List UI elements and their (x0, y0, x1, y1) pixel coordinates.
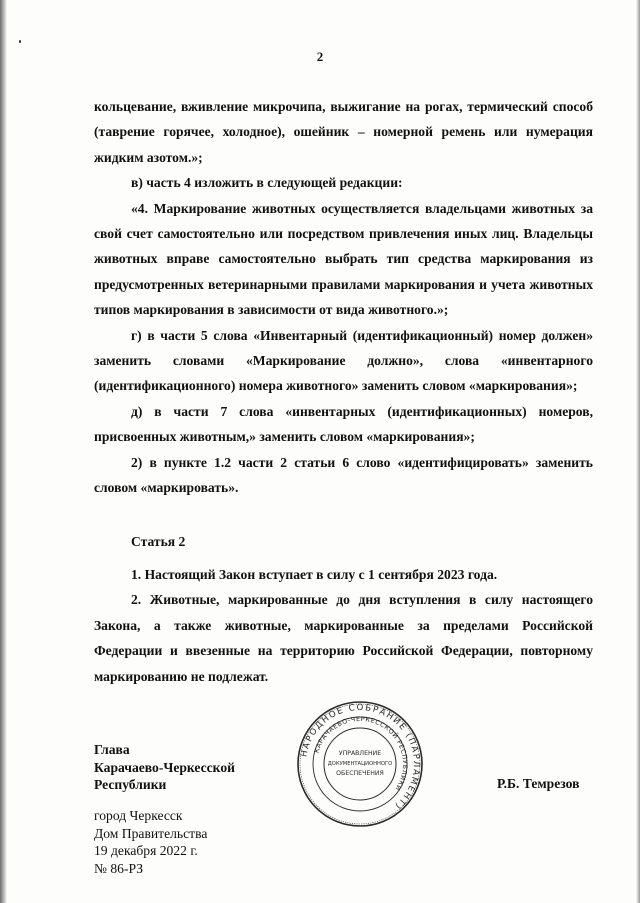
article-heading: Статья 2 (131, 533, 186, 549)
article-paragraph-2: 2. Животные, маркированные до дня вступления в силу настоящего Закона, а также животные, маркированные за пределами Российской Федерации и ввезенные на территорию Российской Федерации, повторному маркированию не подлежат. (94, 592, 593, 684)
stamp-outer-text: НАРОДНОЕ СОБРАНИЕ (ПАРЛАМЕНТ) (299, 702, 422, 812)
paragraph-quote-part-4: «4. Маркирование животных осуществляется владельцами животных за свой счет самостоятельно или посредством привлечения иных лиц. Владельцы животных вправе самостоятельно выбрать тип средства маркирования из предусмотренных ветеринарными правилами маркирования и учета животных типов маркирования в зависимости от вида животного.»; (94, 200, 593, 318)
stamp-center-line: ДОКУМЕНТАЦИОННОГО (327, 761, 393, 767)
scan-speck (19, 40, 21, 43)
paragraph-item-v: в) часть 4 изложить в следующей редакции: (131, 175, 403, 191)
signature-title-line: Карачаево-Черкесской (94, 759, 235, 775)
paragraph-item-2: 2) в пункте 1.2 части 2 статьи 6 слово «идентифицировать» заменить словом «маркировать». (94, 454, 593, 496)
document-date: 19 декабря 2022 г. (94, 843, 198, 858)
stamp-center-line: УПРАВЛЕНИЕ (338, 750, 382, 757)
stamp-center-line: ОБЕСПЕЧЕНИЯ (336, 770, 384, 777)
paragraph-item-d: д) в части 7 слова «инвентарных (идентификационных) номеров, присвоенных животным,» заменить словом «маркирования»; (94, 403, 593, 445)
paragraph-item-g: г) в части 5 слова «Инвентарный (идентификационный) номер должен» заменить словами «Маркирование должно», слова «инвентарного (идентификационного) номера животного» заменить словом «маркирования»; (94, 327, 593, 394)
scan-edge-left (0, 0, 7, 903)
document-number: № 86-РЗ (94, 860, 144, 876)
stamp-inner-text: КАРАЧАЕВО-ЧЕРКЕССКОЙ РЕСПУБЛИКИ (312, 714, 410, 793)
signature-title-line: Республики (94, 777, 167, 792)
document-body (94, 94, 593, 689)
paragraph-continuation: кольцевание, вживление микрочипа, выжигание на рогах, термический способ (таврение горячее, холодное), ошейник – номерной ремень или нумерация жидким азотом.»; (94, 99, 593, 165)
scan-edge-right (636, 0, 640, 903)
place-and-date (94, 807, 294, 877)
signatory-name: Р.Б. Темрезов (497, 776, 580, 791)
article-paragraph-1: 1. Настоящий Закон вступает в силу с 1 сентября 2023 года. (131, 566, 498, 582)
place-city: город Черкесск (94, 808, 183, 823)
official-seal-stamp (296, 700, 424, 828)
signature-title (94, 741, 294, 794)
page-number: 2 (316, 49, 324, 64)
place-building: Дом Правительства (94, 825, 208, 841)
signature-title-line: Глава (94, 742, 130, 757)
